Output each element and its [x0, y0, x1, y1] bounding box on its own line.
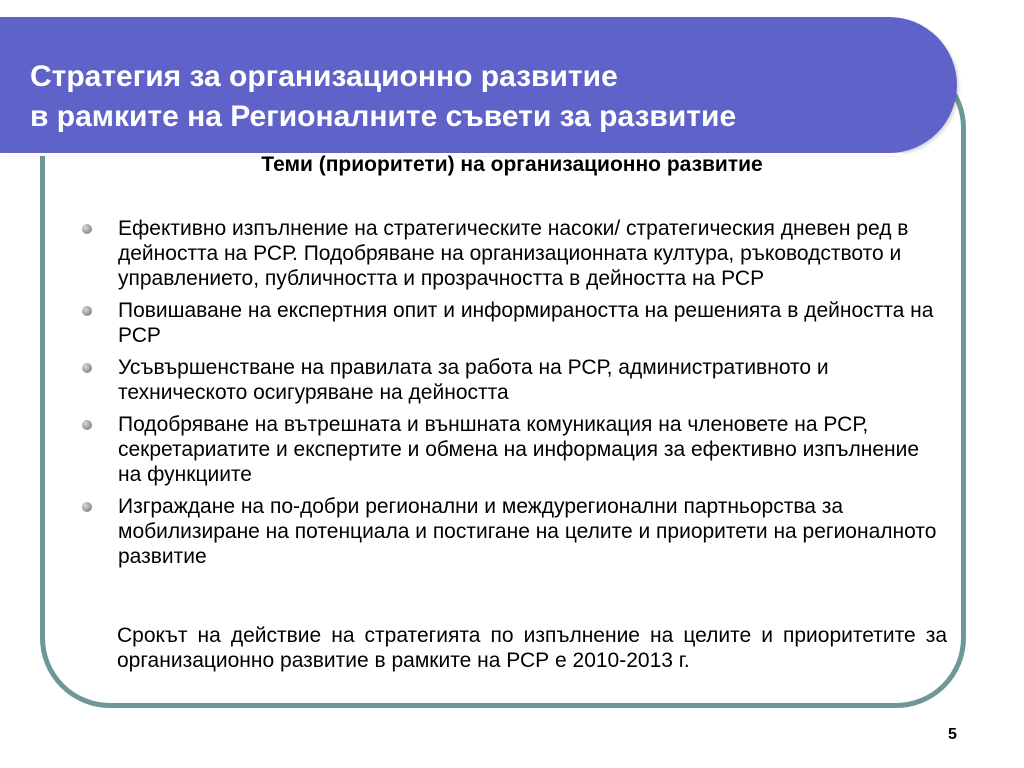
bullet-item: [82, 355, 942, 405]
bullet-item: [82, 298, 942, 348]
title-line-1: Стратегия за организационно развитие: [30, 60, 618, 93]
slide-subtitle: Теми (приоритети) на организационно развитие: [261, 153, 763, 176]
bullet-dot-icon: [82, 420, 92, 430]
bullet-dot-icon: [82, 502, 92, 512]
bullet-text: Ефективно изпълнение на стратегическите насоки/ стратегическия дневен ред в дейността на РСР. Подобряване на организационната култура, ръководството и управлението, публичността и прозрачността в дейността на РСР: [118, 217, 909, 290]
page-number: 5: [948, 726, 957, 743]
bullet-text: Подобряване на вътрешната и външната комуникация на членовете на РСР, секретариатите и експертите и обмена на информация за ефективно изпълнение на функциите: [118, 413, 920, 486]
slide-title: [30, 57, 736, 137]
bullet-dot-icon: [82, 224, 92, 234]
bullet-text: Изграждане на по-добри регионални и междурегионални партньорства за мобилизиране на потенциала и постигане на целите и приоритети на регионалното развитие: [118, 495, 937, 568]
strategy-period-text: Срокът на действие на стратегията по изпълнение на целите и приоритетите за организационно развитие в рамките на РСР е 2010-2013 г.: [117, 624, 947, 672]
bullet-item: [82, 412, 942, 487]
bullet-text: Повишаване на експертния опит и информираността на решенията в дейността на РСР: [118, 299, 934, 347]
bullet-list: [82, 216, 942, 576]
title-line-2: в рамките на Регионалните съвети за развитие: [30, 100, 737, 133]
bullet-dot-icon: [82, 306, 92, 316]
title-bar: [0, 17, 957, 153]
bullet-item: [82, 494, 942, 569]
bullet-item: [82, 216, 942, 291]
bullet-dot-icon: [82, 363, 92, 373]
bullet-text: Усъвършенстване на правилата за работа на РСР, административното и техническото осигуряване на дейността: [118, 356, 829, 404]
